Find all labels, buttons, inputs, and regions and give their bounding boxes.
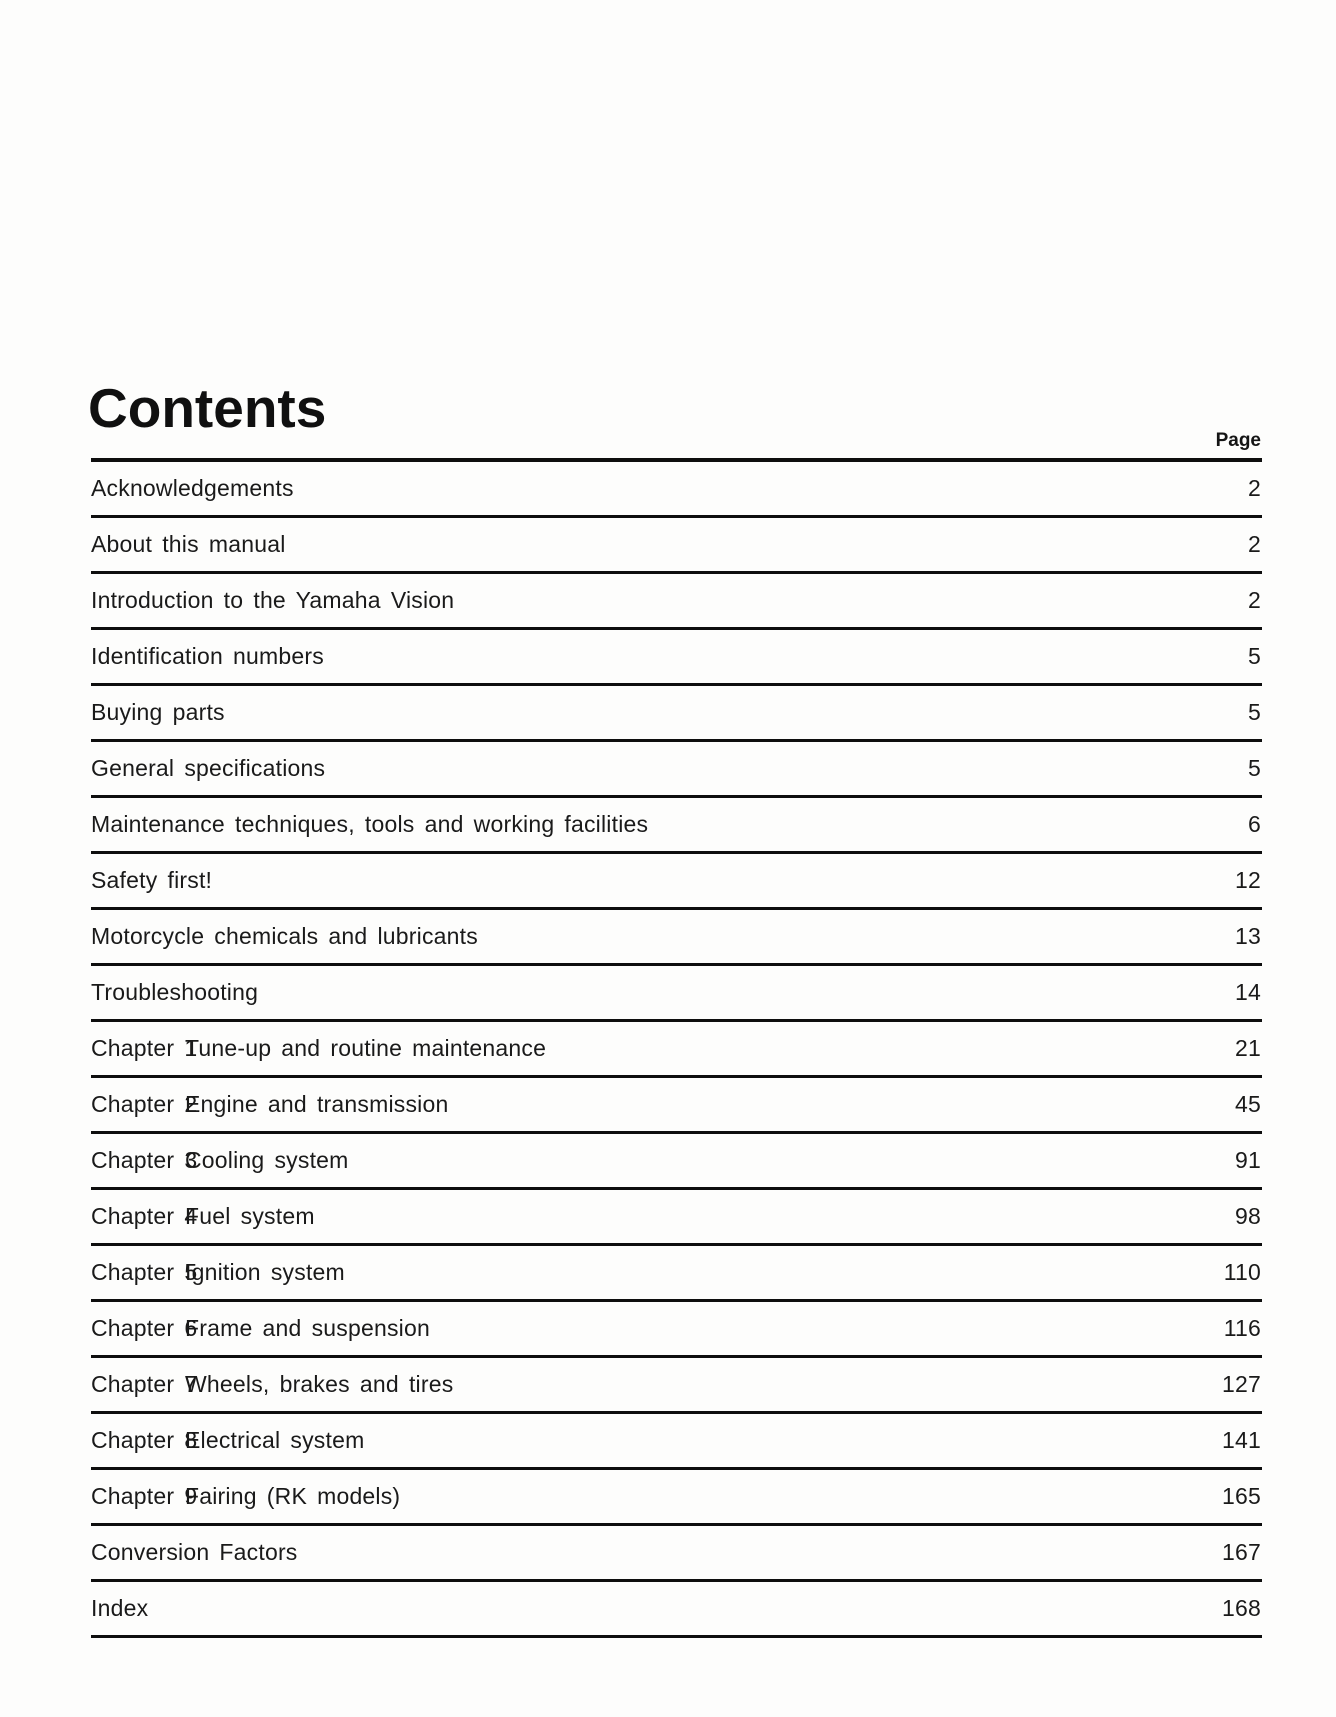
- toc-row: [91, 966, 1262, 1022]
- toc-page-number: 91: [1235, 1147, 1261, 1173]
- toc-row: [91, 798, 1262, 854]
- toc-page-number: 168: [1222, 1595, 1261, 1621]
- toc-row: [91, 1582, 1262, 1638]
- toc-entry: [91, 811, 648, 838]
- toc-page-number: 167: [1222, 1539, 1261, 1565]
- toc-page-number: 5: [1248, 643, 1261, 669]
- toc-page-number: 5: [1248, 755, 1261, 781]
- toc-page-number: 21: [1235, 1035, 1261, 1061]
- toc-row: [91, 1358, 1262, 1414]
- toc-entry-title: Cooling system: [185, 1147, 349, 1173]
- toc-entry-title: Engine and transmission: [185, 1091, 449, 1117]
- toc-chapter-label: Chapter 4: [91, 1203, 198, 1229]
- toc-entry: [91, 1315, 430, 1342]
- toc-page-number: 12: [1235, 867, 1261, 893]
- toc-chapter-label: Chapter 7: [91, 1371, 198, 1397]
- toc-entry: [91, 867, 212, 894]
- toc-entry: [91, 1539, 298, 1566]
- toc-entry-title: Acknowledgements: [91, 475, 294, 501]
- toc-entry: [91, 1427, 364, 1454]
- toc-page-number: 2: [1248, 531, 1261, 557]
- toc-entry-title: Fuel system: [185, 1203, 315, 1229]
- toc-entry: [91, 1203, 315, 1230]
- toc-entry: [91, 1371, 453, 1398]
- toc-entry: [91, 531, 286, 558]
- toc-entry-title: Identification numbers: [91, 643, 324, 669]
- page-title: Contents: [88, 377, 327, 439]
- toc-page-number: 45: [1235, 1091, 1261, 1117]
- toc-entry-title: Maintenance techniques, tools and working facilities: [91, 811, 649, 837]
- toc-entry-title: Tune-up and routine maintenance: [185, 1035, 547, 1061]
- toc-entry: [91, 699, 225, 726]
- toc-chapter-label: Chapter 5: [91, 1259, 198, 1285]
- toc-entry-title: Introduction to the Yamaha Vision: [91, 587, 455, 613]
- toc-page-number: 141: [1222, 1427, 1261, 1453]
- toc-page-number: 110: [1223, 1259, 1261, 1285]
- toc-row: [91, 742, 1262, 798]
- toc-entry-title: Conversion Factors: [91, 1539, 298, 1565]
- toc-row: [91, 518, 1262, 574]
- toc-entry-title: General specifications: [91, 755, 326, 781]
- toc-chapter-label: Chapter 8: [91, 1427, 198, 1453]
- toc-page-number: 127: [1222, 1371, 1261, 1397]
- toc-entry: [91, 1595, 148, 1622]
- toc-entry: [91, 475, 294, 502]
- toc-page-number: 6: [1248, 811, 1261, 837]
- table-of-contents: [91, 458, 1262, 1638]
- toc-row: [91, 462, 1262, 518]
- toc-row: [91, 1134, 1262, 1190]
- toc-entry: [91, 1147, 349, 1174]
- toc-row: [91, 686, 1262, 742]
- toc-page-number: 98: [1235, 1203, 1261, 1229]
- toc-row: [91, 1246, 1262, 1302]
- toc-entry-title: About this manual: [91, 531, 286, 557]
- toc-entry-title: Index: [91, 1595, 149, 1621]
- toc-page-number: 14: [1235, 979, 1261, 1005]
- toc-entry: [91, 1259, 345, 1286]
- toc-chapter-label: Chapter 1: [91, 1035, 198, 1061]
- toc-page-number: 2: [1248, 587, 1261, 613]
- toc-entry: [91, 643, 324, 670]
- toc-page-number: 13: [1235, 923, 1261, 949]
- toc-entry: [91, 755, 325, 782]
- page-column-header: Page: [1215, 430, 1261, 451]
- toc-page-number: 5: [1248, 699, 1261, 725]
- toc-chapter-label: Chapter 6: [91, 1315, 198, 1341]
- toc-row: [91, 910, 1262, 966]
- toc-row: [91, 1302, 1262, 1358]
- toc-entry-title: Buying parts: [91, 699, 225, 725]
- toc-chapter-label: Chapter 9: [91, 1483, 198, 1509]
- toc-entry-title: Motorcycle chemicals and lubricants: [91, 923, 478, 949]
- toc-entry: [91, 979, 258, 1006]
- page-content: [88, 0, 1262, 1717]
- toc-entry-title: Fairing (RK models): [185, 1483, 401, 1509]
- toc-entry-title: Wheels, brakes and tires: [185, 1371, 454, 1397]
- toc-page-number: 116: [1223, 1315, 1261, 1341]
- toc-chapter-label: Chapter 3: [91, 1147, 198, 1173]
- toc-entry-title: Frame and suspension: [185, 1315, 430, 1341]
- toc-row: [91, 1414, 1262, 1470]
- toc-row: [91, 1526, 1262, 1582]
- toc-page-number: 165: [1222, 1483, 1261, 1509]
- toc-row: [91, 1470, 1262, 1526]
- toc-row: [91, 1022, 1262, 1078]
- toc-page-number: 2: [1248, 475, 1261, 501]
- toc-entry: [91, 923, 478, 950]
- toc-row: [91, 574, 1262, 630]
- toc-entry: [91, 587, 454, 614]
- toc-entry: [91, 1035, 546, 1062]
- toc-row: [91, 854, 1262, 910]
- toc-entry-title: Ignition system: [185, 1259, 345, 1285]
- toc-entry-title: Troubleshooting: [91, 979, 259, 1005]
- toc-entry-title: Electrical system: [185, 1427, 365, 1453]
- toc-row: [91, 630, 1262, 686]
- toc-entry: [91, 1483, 400, 1510]
- toc-row: [91, 1190, 1262, 1246]
- toc-entry: [91, 1091, 448, 1118]
- toc-entry-title: Safety first!: [91, 867, 213, 893]
- toc-row: [91, 1078, 1262, 1134]
- toc-chapter-label: Chapter 2: [91, 1091, 198, 1117]
